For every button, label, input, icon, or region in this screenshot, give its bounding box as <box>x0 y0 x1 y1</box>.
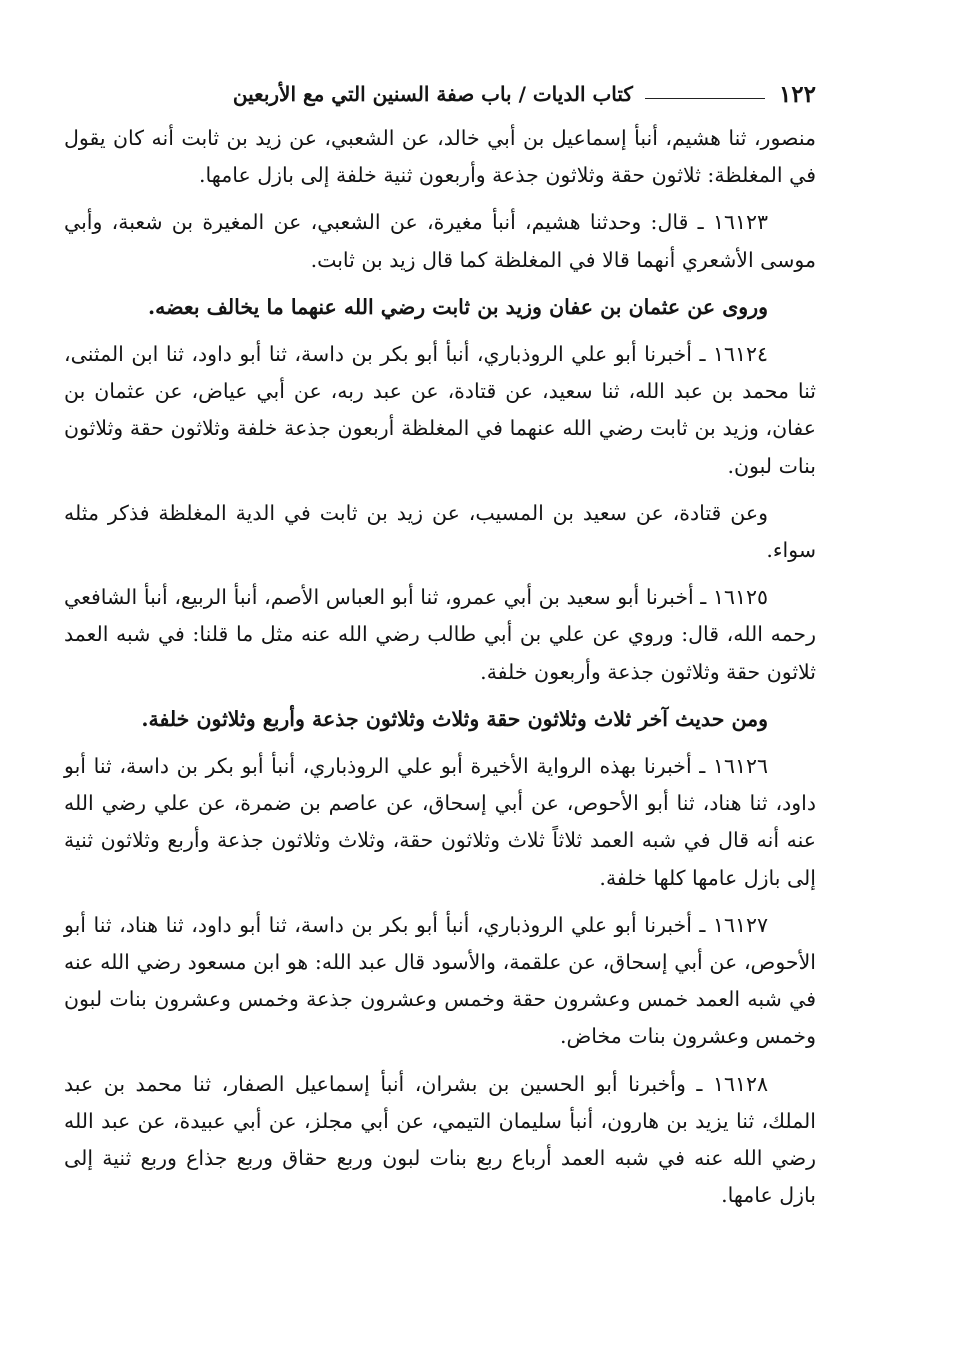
book-page <box>64 0 816 1369</box>
paragraph-continuation: منصور، ثنا هشيم، أنبأ إسماعيل بن أبي خالد، عن الشعبي، عن زيد بن ثابت أنه كان يقول في المغلظة: ثلاثون حقة وثلاثون جذعة وأربعون ثنية خلفة إلى بازل عامها. <box>64 126 816 188</box>
running-header <box>64 74 816 114</box>
paragraph-report-qatada: وعن قتادة، عن سعيد بن المسيب، عن زيد بن ثابت في الدية المغلظة فذكر مثله سواء. <box>64 500 816 563</box>
hadith-16127: ١٦١٢٧ ـ أخبرنا أبو علي الروذباري، أنبأ أبو بكر بن داسة، ثنا أبو داود، ثنا هناد، ثنا أبو الأحوص، عن أبي إسحاق، عن علقمة، والأسود قال عبد الله: هو ابن مسعود رضي الله عنه في شبه العمد خمس وعشرون حقة وخمس وعشرون جذعة وخمس وعشرون بنات لبون وخمس وعشرون بنات مخاض. <box>64 912 816 1049</box>
hadith-16126: ١٦١٢٦ ـ أخبرنا بهذه الرواية الأخيرة أبو علي الروذباري، أنبأ أبو بكر بن داسة، ثنا أبو داود، ثنا هناد، ثنا أبو الأحوص، عن أبي إسحاق، عن عاصم بن ضمرة، عن علي رضي الله عنه أنه قال في شبه العمد ثلاثاً ثلاث وثلاثون حقة، وثلاث وثلاثون جذعة وأربع وثلاثون ثنية إلى بازل عامها كلها خلفة. <box>64 754 816 890</box>
hadith-16123: ١٦١٢٣ ـ قال: وحدثنا هشيم، أنبأ مغيرة، عن الشعبي، عن المغيرة بن شعبة، وأبي موسى الأشعري أنهما قالا في المغلظة كما قال زيد بن ثابت. <box>64 210 816 272</box>
chapter-title: كتاب الديات / باب صفة السنين التي مع الأربعين <box>232 82 633 106</box>
hadith-16128: ١٦١٢٨ ـ وأخبرنا أبو الحسين بن بشران، أنبأ إسماعيل الصفار، ثنا محمد بن عبد الملك، ثنا يزيد بن هارون، أنبأ سليمان التيمي، عن أبي مجلز، عن أبي عبيدة، عن عبد الله رضي الله عنه في شبه العمد أرباع ربع بنات لبون وربع حقاق وربع جذاع وربع ثنية إلى بازل عامها. <box>64 1071 816 1208</box>
page-body <box>64 120 816 1224</box>
page-number: ١٢٢ <box>778 80 816 108</box>
hadith-16125: ١٦١٢٥ ـ أخبرنا أبو سعيد بن أبي عمرو، ثنا أبو العباس الأصم، أنبأ الربيع، أنبأ الشافعي رحمه الله، قال: وروي عن علي بن أبي طالب رضي الله عنه مثل ما قلنا: في شبه العمد ثلاثون حقة وثلاثون جذعة وأربعون خلفة. <box>64 585 816 684</box>
hadith-16124: ١٦١٢٤ ـ أخبرنا أبو علي الروذباري، أنبأ أبو بكر بن داسة، ثنا أبو داود، ثنا ابن المثنى، ثنا محمد بن عبد الله، ثنا سعيد، عن قتادة، عن عبد ربه، عن أبي عياض، عن عثمان بن عفان، وزيد بن ثابت رضي الله عنهما في المغلظة أربعون جذعة خلفة وثلاثون حقة وثلاثون بنات لبون. <box>64 342 816 478</box>
paragraph-report-another-hadith: ومن حديث آخر ثلاث وثلاثون حقة وثلاث وثلاثون جذعة وأربع وثلاثون خلفة. <box>141 706 768 731</box>
paragraph-report-uthman: وروى عن عثمان بن عفان وزيد بن ثابت رضي الله عنهما ما يخالف بعضه. <box>148 294 768 319</box>
header-rule <box>645 98 765 99</box>
